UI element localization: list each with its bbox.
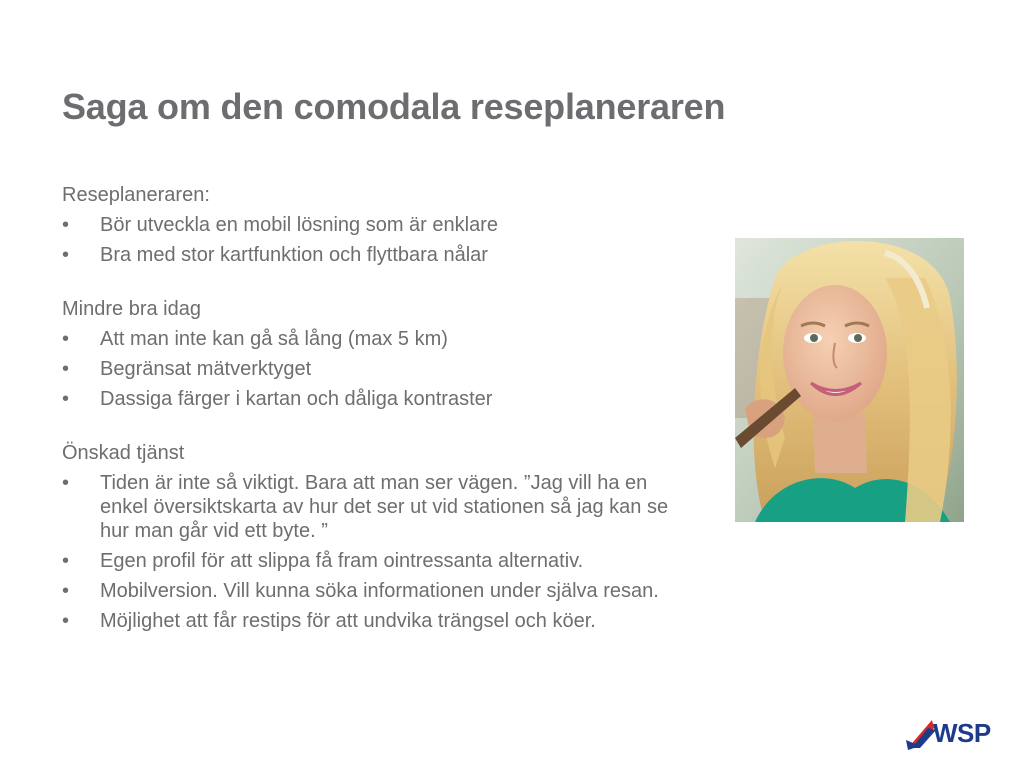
- section-heading: Mindre bra idag: [62, 298, 201, 320]
- bullet-text: Bör utveckla en mobil lösning som är enklare: [100, 214, 498, 236]
- bullet-item: [62, 471, 682, 543]
- section-reseplaneraren: [62, 183, 682, 267]
- bullet-item: [62, 327, 682, 351]
- wsp-logo: [906, 716, 1002, 750]
- bullet-dot: •: [62, 472, 70, 494]
- bullet-dot: •: [62, 328, 70, 350]
- bullet-text: Bra med stor kartfunktion och flyttbara nålar: [100, 244, 488, 266]
- bullet-dot: •: [62, 214, 70, 236]
- bullet-item: [62, 609, 682, 633]
- bullet-dot: •: [62, 244, 70, 266]
- bullet-text: Att man inte kan gå så lång (max 5 km): [100, 328, 448, 350]
- slide-title: Saga om den comodala reseplaneraren: [62, 86, 726, 127]
- bullet-text: Möjlighet att får restips för att undvika trängsel och köer.: [100, 610, 596, 632]
- bullet-item: [62, 243, 682, 267]
- section-onskad-tjanst: [62, 441, 682, 633]
- section-mindre-bra: [62, 297, 682, 411]
- bullet-list: [62, 213, 682, 267]
- bullet-item: [62, 579, 682, 603]
- bullet-text: Begränsat mätverktyget: [100, 358, 312, 380]
- wsp-logo-text: WSP: [933, 718, 991, 748]
- slide-body: [62, 183, 682, 663]
- bullet-item: [62, 549, 682, 573]
- bullet-dot: •: [62, 550, 70, 572]
- bullet-text: Egen profil för att slippa få fram ointressanta alternativ.: [100, 550, 584, 572]
- section-heading: Önskad tjänst: [62, 442, 185, 464]
- bullet-list: [62, 327, 682, 411]
- portrait-photo: [735, 238, 964, 522]
- wsp-logo-mark-icon: [906, 716, 936, 750]
- bullet-dot: •: [62, 358, 70, 380]
- bullet-dot: •: [62, 388, 70, 410]
- bullet-list: [62, 471, 682, 633]
- bullet-item: [62, 357, 682, 381]
- bullet-dot: •: [62, 580, 70, 602]
- bullet-text: Dassiga färger i kartan och dåliga kontraster: [100, 388, 493, 410]
- bullet-text: Mobilversion. Vill kunna söka informationen under själva resan.: [100, 580, 659, 602]
- bullet-item: [62, 387, 682, 411]
- section-heading: Reseplaneraren:: [62, 184, 210, 206]
- bullet-text: Tiden är inte så viktigt. Bara att man ser vägen. ”Jag vill ha en enkel översiktskarta av hur det ser ut vid stationen så jag kan se hur man går vid ett byte. ”: [100, 472, 669, 542]
- bullet-item: [62, 213, 682, 237]
- bullet-dot: •: [62, 610, 70, 632]
